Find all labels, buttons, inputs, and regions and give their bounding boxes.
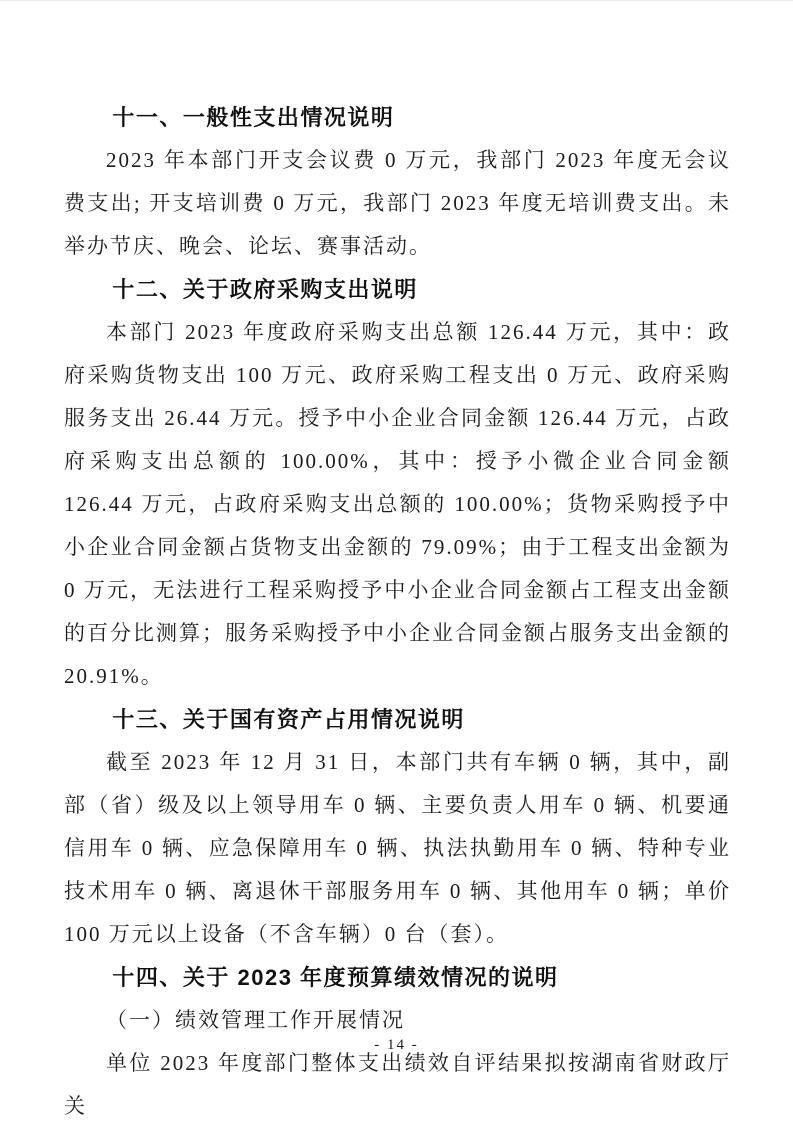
section-heading-state-owned-assets: 十三、关于国有资产占用情况说明 (112, 707, 465, 732)
section-government-procurement (64, 268, 731, 698)
paragraph-state-owned-assets: 截至 2023 年 12 月 31 日，本部门共有车辆 0 辆，其中，副部（省）级及以上领导用车 0 辆、主要负责人用车 0 辆、机要通信用车 0 辆、应急保障用车 0 辆、执法执勤用车 0 辆、特种专业技术用车 0 辆、离退休干部服务用车 0 辆、其他用车 0 辆；单价 100 万元以上设备（不含车辆）0 台（套）。 (64, 750, 731, 946)
paragraph-budget-performance: 单位 2023 年度部门整体支出绩效自评结果拟按湖南省财政厅关 (64, 1051, 731, 1118)
section-heading-general-expenditure: 十一、一般性支出情况说明 (112, 105, 395, 130)
subsection-heading-performance-management: （一）绩效管理工作开展情况 (106, 1008, 405, 1032)
section-general-expenditure (64, 96, 731, 268)
page-number: - 14 - (374, 1037, 419, 1053)
section-state-owned-assets (64, 698, 731, 956)
paragraph-government-procurement: 本部门 2023 年度政府采购支出总额 126.44 万元，其中：政府采购货物支出 100 万元、政府采购工程支出 0 万元、政府采购服务支出 26.44 万元。授予中小企业合同金额 126.44 万元，占政府采购支出总额的 100.00%，其中：授予小微企业合同金额 126.44 万元，占政府采购支出总额的 100.00%；货物采购授予中小企业合同金额占货物支出金额的 79.09%；由于工程支出金额为 0 万元，无法进行工程采购授予中小企业合同金额占工程支出金额的百分比测算；服务采购授予中小企业合同金额占服务支出金额的 20.91%。 (64, 320, 731, 688)
paragraph-general-expenditure: 2023 年本部门开支会议费 0 万元，我部门 2023 年度无会议费支出; 开支培训费 0 万元，我部门 2023 年度无培训费支出。未举办节庆、晚会、论坛、赛事活动。 (64, 148, 731, 258)
document-content (64, 96, 731, 1122)
section-heading-budget-performance: 十四、关于 2023 年度预算绩效情况的说明 (112, 965, 559, 990)
section-heading-government-procurement: 十二、关于政府采购支出说明 (112, 277, 418, 302)
